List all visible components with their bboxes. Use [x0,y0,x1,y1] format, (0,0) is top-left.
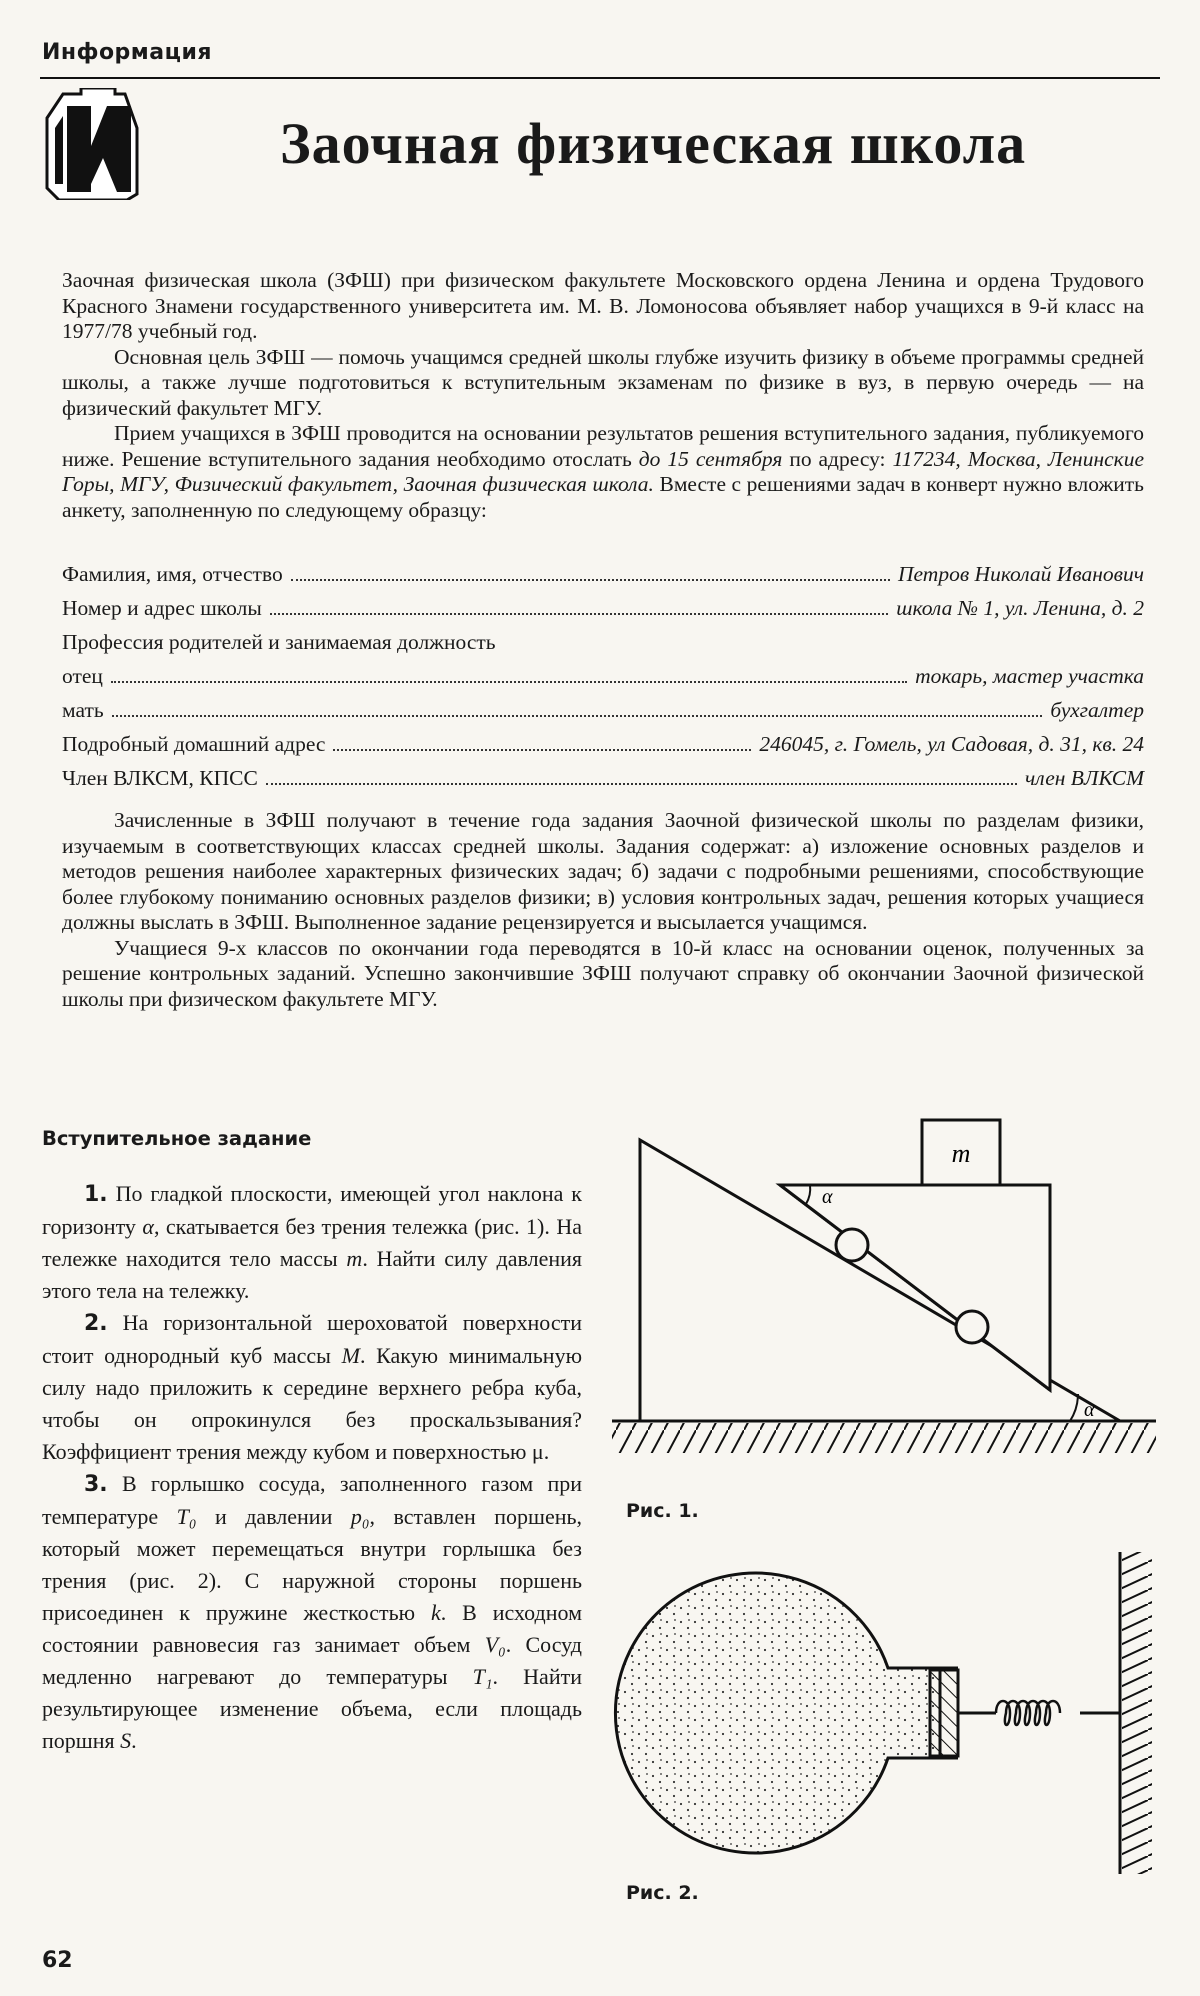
angle-label-bottom: α [1084,1399,1095,1421]
mass-label: m [951,1139,971,1168]
piston [930,1670,958,1756]
form-row-father: отец токарь, мастер участка [62,664,1144,688]
spring [996,1701,1060,1725]
ground-hatch [612,1423,1156,1453]
section-label: Информация [42,40,212,65]
intro-paragraph-2: Основная цель ЗФШ — помочь учащимся средней школы глубже изучить физику в объеме программы средней школы, а также лучше подготовиться к вступительным экзаменам по физике в вуз, в первую очередь — на физический факультет МГУ. [62,344,1144,420]
page-title: Заочная физическая школа [280,111,1027,176]
task-1: 1. По гладкой плоскости, имеющей угол наклона к горизонту α, скатывается без трения тележка (рис. 1). На тележке находится тело массы m. Найти силу давления этого тела на тележку. [42,1181,582,1303]
enrollment-paragraph-1: Зачисленные в ЗФШ получают в течение года задания Заочной физической школы по разделам физики, изучаемым в соответствующих классах средней школы. Задания содержат: а) изложение основных разделов и методов решения наиболее характерных физических задач; б) задачи с подробными решениями, способствующие более глубокому пониманию основных разделов физики; в) условия контрольных задач, решения которых учащиеся должны выслать в ЗФШ. Выполненное задание рецензируется и высылается учащимся. [62,808,1144,934]
figure-1-diagram [600,1100,1160,1480]
journal-logo-icon [45,88,140,200]
header-rule [40,77,1160,79]
form-sample [62,562,1144,800]
enrollment-paragraph-2: Учащиеся 9-х классов по окончании года переводятся в 10-й класс на основании оценок, полученных за решение контрольных заданий. Успешно закончившие ЗФШ получают справку об окончании Заочной физической школы при физическом факультете МГУ. [62,935,1144,1011]
task-3: 3. В горлышко сосуда, заполненного газом при температуре T₀ и давлении p₀, вставлен поршень, который может перемещаться внутри горлышка без трения (рис. 2). С наружной стороны поршень присоединен к пружине жесткостью k. В исходном состоянии равновесия газ занимает объем V₀. Сосуд медленно нагревают до температуры T₁. Найти результирующее изменение объема, если площадь поршня S. [42,1471,583,1753]
form-row-mother: мать бухгалтер [62,698,1144,722]
form-row-address: Подробный домашний адрес 246045, г. Гомель, ул Садовая, д. 31, кв. 24 [62,732,1144,756]
wall-hatch [1122,1552,1152,1874]
task-2: 2. На горизонтальной шероховатой поверхности стоит однородный куб массы M. Какую минимальную силу надо приложить к середине верхнего ребра куба, чтобы он опрокинулся без проскальзывания? Коэффициент трения между кубом и поверхностью μ. [42,1310,583,1464]
tasks-heading: Вступительное задание [42,1127,312,1150]
form-row-parents: Профессия родителей и занимаемая должность [62,630,496,654]
figure-1-caption: Рис. 1. [626,1500,699,1522]
form-row-name: Фамилия, имя, отчество Петров Николай Иванович [62,562,1144,586]
page-number: 62 [42,1948,73,1973]
form-row-school: Номер и адрес школы школа № 1, ул. Ленина, д. 2 [62,596,1144,620]
form-row-membership: Член ВЛКСМ, КПСС член ВЛКСМ [62,766,1144,790]
tasks-list [42,1178,582,1757]
enrollment-text [62,808,1144,1012]
cart-wheel-2 [956,1311,988,1343]
intro-paragraph-3: Прием учащихся в ЗФШ проводится на основании результатов решения вступительного задания, публикуемого ниже. Решение вступительного задания необходимо отослать до 15 сентября по адресу: 117234, Москва, Ленинские Горы, МГУ, Физический факультет, Заочная физическая школа. Вместе с решениями задач в конверт нужно вложить анкету, заполненную по следующему образцу: [62,421,1145,522]
angle-label-top: α [822,1186,833,1208]
intro-text [62,268,1144,523]
intro-paragraph-1: Заочная физическая школа (ЗФШ) при физическом факультете Московского ордена Ленина и ордена Трудового Красного Знамени государственного университета им. М. В. Ломоносова объявляет набор учащихся в 9-й класс на 1977/78 учебный год. [62,268,1144,343]
cart-wheel-1 [836,1229,868,1261]
figure-2-caption: Рис. 2. [626,1882,699,1904]
figure-2-diagram [608,1548,1160,1878]
gas-vessel [615,1573,940,1853]
